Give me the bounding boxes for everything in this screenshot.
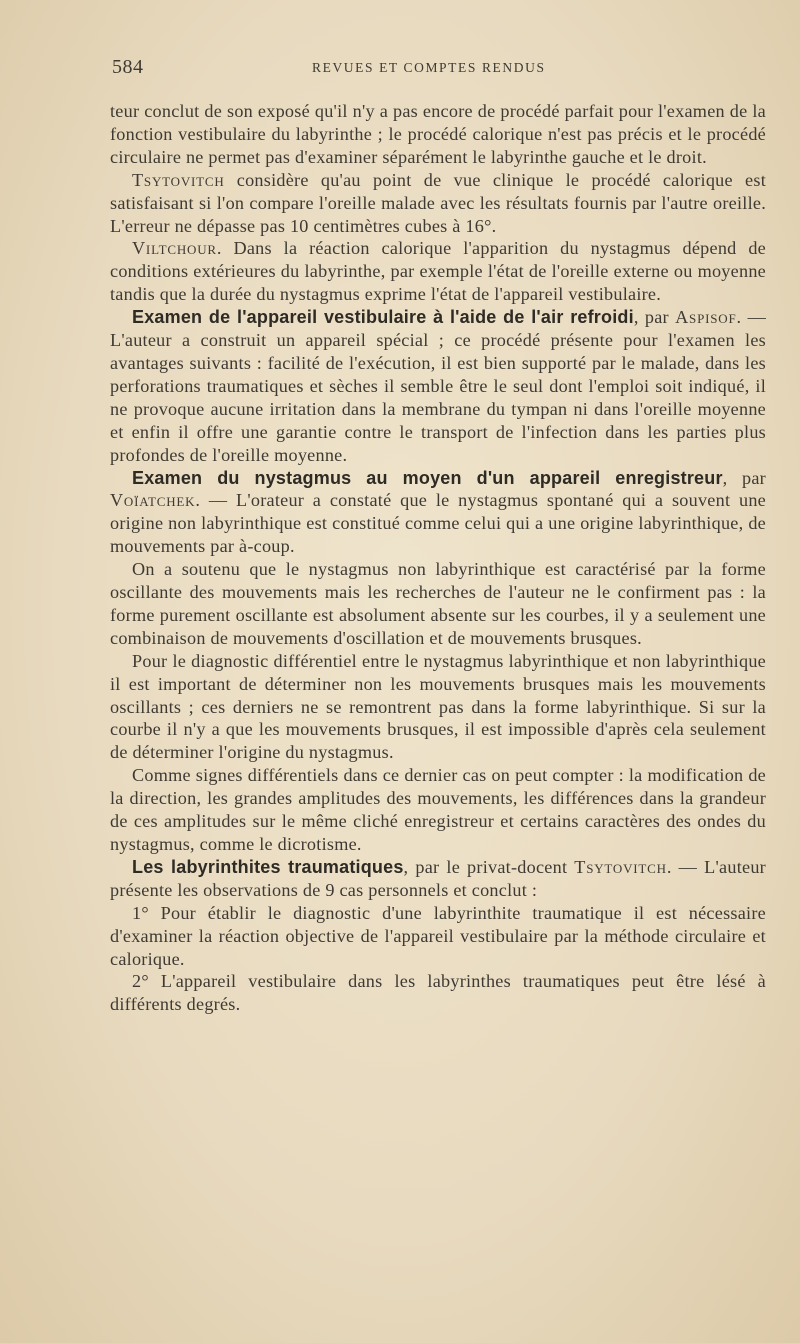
paragraph-text: On a soutenu que le nystagmus non labyrinthique est caractérisé par la forme oscillante des mouvements mais les recherches de l'auteur ne le confirment pas : la forme purement oscillante est absolument absente sur les courbes, il y a seulement une combinaison de mouvements d'oscillation et de mouvements brusques. [110,559,766,648]
running-title: REVUES ET COMPTES RENDUS [312,60,546,75]
paragraph [110,970,766,1016]
paragraph [110,558,766,650]
paragraph [110,902,766,971]
paragraph [110,100,766,169]
page-number: 584 [112,56,144,78]
paragraph-text: Comme signes différentiels dans ce dernier cas on peut compter : la modification de la direction, les grandes amplitudes des mouvements, les différences dans la grandeur de ces amplitudes sur le même cliché enregistreur et certains caractères des ondes du nystagmus, comme le dicrotisme. [110,765,766,854]
author-name: Tsytovitch [574,856,667,877]
paragraph [110,306,766,466]
paragraph [110,169,766,238]
paragraph [110,764,766,856]
paragraph-text: . — L'auteur a construit un appareil spécial ; ce procédé présente pour l'examen les avantages suivants : facilité de l'exécution, il est bien supporté par le malade, dans les perforations traumatiques et sèches il semble être le seul dont l'emploi soit indiqué, il ne provoque aucune irritation dans la membrane du tympan ni dans l'oreille moyenne et enfin il offre une garantie contre le transport de l'infection dans les parties plus profondes de l'oreille moyenne. [110,307,767,465]
paragraph [110,237,766,306]
paragraph-text: teur conclut de son exposé qu'il n'y a pas encore de procédé parfait pour l'examen de la fonction vestibulaire du labyrinthe ; le procédé calorique n'est pas précis et le procédé circulaire ne permet pas d'examiner séparément le labyrinthe gauche et le droit. [110,101,766,167]
author-name: Voïatchek [110,490,196,511]
heading-connector: , par le privat-docent [403,856,575,877]
author-name: Aspisof [675,307,737,328]
section-heading: Examen de l'appareil vestibulaire à l'aide de l'air refroidi [132,307,634,328]
paragraph-text: 1° Pour établir le diagnostic d'une labyrinthite traumatique il est nécessaire d'examiner la réaction objective de l'appareil vestibulaire par la méthode circulaire et calorique. [110,902,766,969]
author-name: Tsytovitch [132,169,225,190]
paragraph-text: 2° L'appareil vestibulaire dans les labyrinthes traumatiques peut être lésé à différents degrés. [110,971,766,1015]
paragraph-text: Pour le diagnostic différentiel entre le nystagmus labyrinthique et non labyrinthique il est important de déterminer non les mouvements brusques mais les mouvements oscillants ; ces derniers ne se remontrent pas dans la forme labyrinthique. Si sur la courbe il n'y a que les mouvements brusques, il est impossible d'après cela seulement de déterminer l'origine du nystagmus. [110,650,766,763]
section-heading: Les labyrinthites traumatiques [132,856,404,877]
article-body [110,100,766,1016]
author-name: Viltchour [132,238,217,259]
paragraph [110,650,766,765]
paragraph-text: . Dans la réaction calorique l'apparition du nystagmus dépend de conditions extérieures du labyrinthe, par exemple l'état de l'oreille externe ou moyenne tandis que la durée du nystagmus exprime l'état de l'appareil vestibulaire. [110,238,766,305]
paragraph-text: . — L'auteur présente les observations de 9 cas personnels et conclut : [110,856,766,900]
paragraph-text: considère qu'au point de vue clinique le procédé calorique est satisfaisant si l'on compare l'oreille malade avec les résultats fournis par l'autre oreille. L'erreur ne dépasse pas 10 centimètres cubes à 16°. [110,169,766,236]
section-heading: Examen du nystagmus au moyen d'un appareil enregistreur [132,467,723,488]
heading-connector: , par [722,467,766,488]
paragraph-text: . — L'orateur a constaté que le nystagmus spontané qui a souvent une origine non labyrinthique est constitué comme celui qui a une origine labyrinthique, de mouvements par à-coup. [110,490,766,557]
paragraph [110,467,766,559]
paragraph [110,856,766,902]
heading-connector: , par [633,307,676,328]
page-header [112,56,767,86]
